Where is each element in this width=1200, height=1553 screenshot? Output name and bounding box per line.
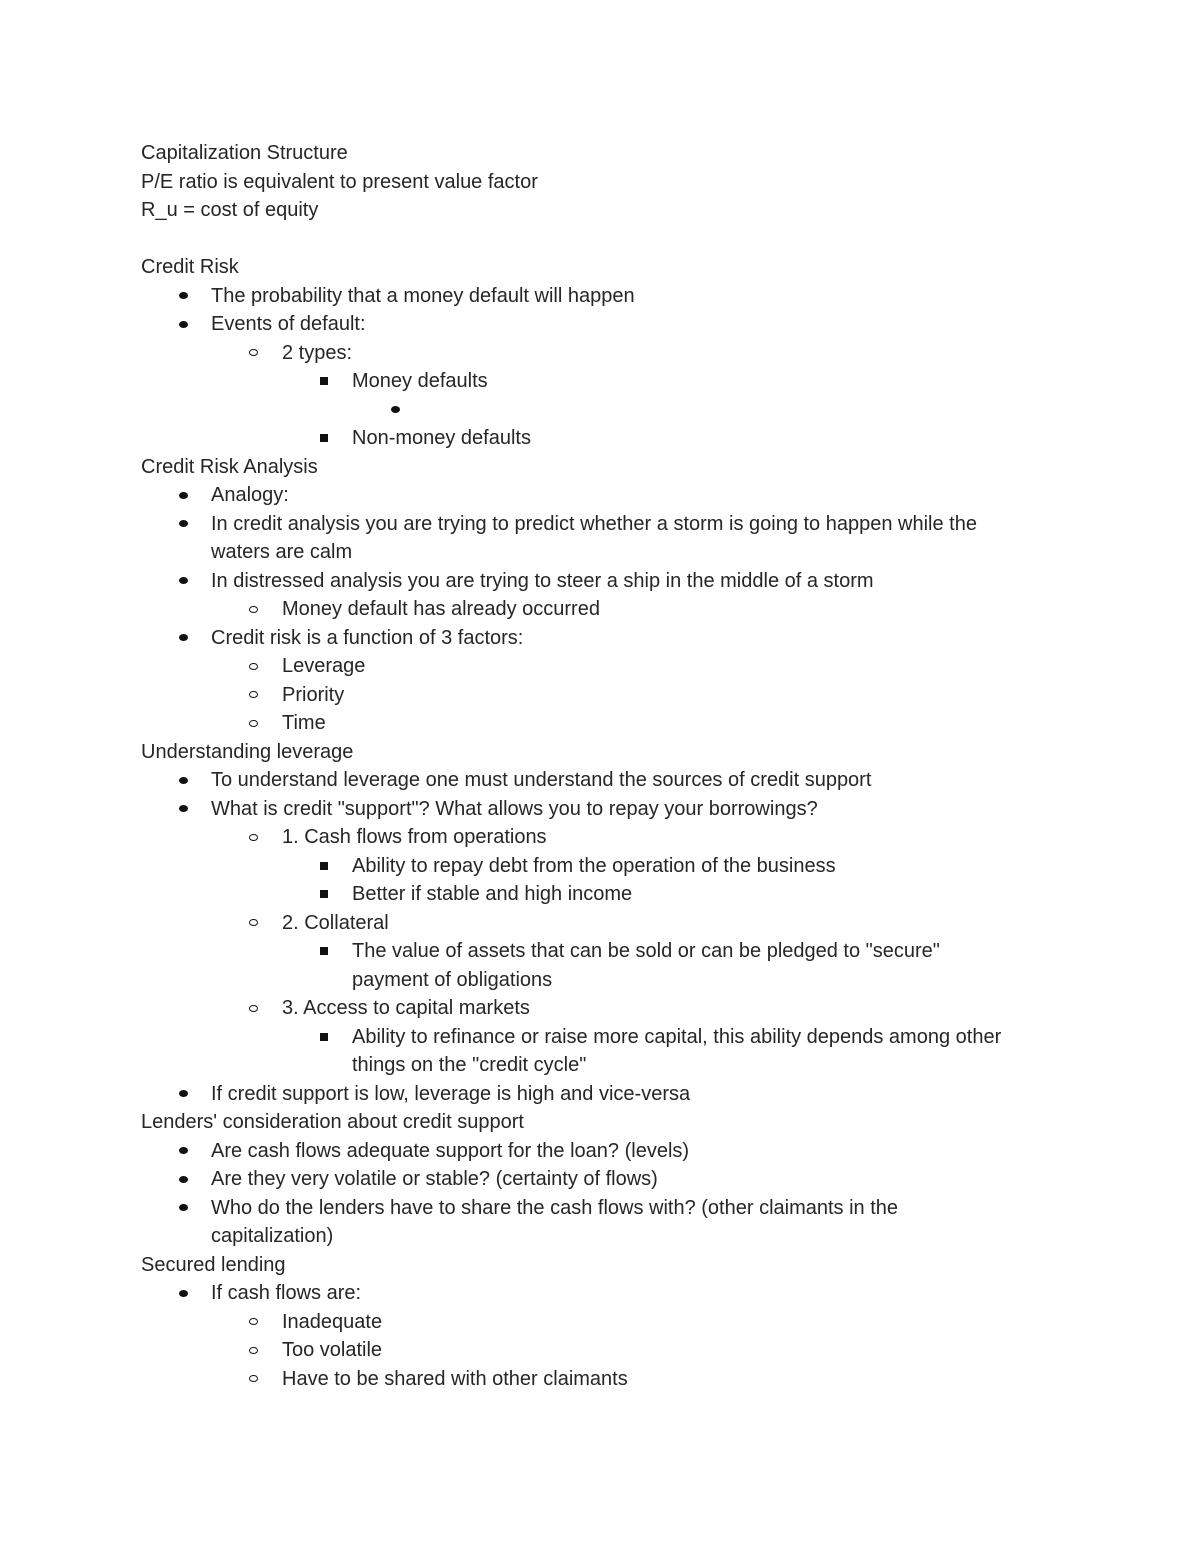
bullet-square-icon — [317, 880, 331, 909]
list-item: In distressed analysis you are trying to steer a ship in the middle of a storm — [141, 567, 1071, 596]
bullet-circle-icon — [246, 681, 260, 710]
section-heading-understanding-leverage: Understanding leverage — [141, 740, 354, 763]
bullet-square-icon — [317, 424, 331, 453]
list-item: The probability that a money default will happen — [141, 282, 1071, 311]
list-item: Inadequate — [141, 1308, 1071, 1337]
list-item: Events of default: — [141, 310, 1071, 339]
bullet-circle-icon — [246, 709, 260, 738]
bullet-disc-icon — [176, 510, 190, 539]
bullet-circle-icon — [246, 595, 260, 624]
list-item: 1. Cash flows from operations — [141, 823, 1071, 852]
list-item-empty — [141, 396, 1071, 425]
bullet-disc-icon — [176, 795, 190, 824]
list-item: If credit support is low, leverage is high and vice-versa — [141, 1080, 1071, 1109]
list-item: What is credit "support"? What allows you to repay your borrowings? — [141, 795, 1071, 824]
list-item: Credit risk is a function of 3 factors: — [141, 624, 1071, 653]
bullet-circle-icon — [246, 1336, 260, 1365]
bullet-disc-icon — [176, 567, 190, 596]
bullet-disc-icon — [176, 1080, 190, 1109]
list-item: Time — [141, 709, 1071, 738]
list-item: Are they very volatile or stable? (certainty of flows) — [141, 1165, 1071, 1194]
section-heading-lenders-consideration: Lenders' consideration about credit support — [141, 1111, 524, 1133]
list-item: Money default has already occurred — [141, 595, 1071, 624]
bullet-disc-icon — [176, 310, 190, 339]
section-heading-credit-risk: Credit Risk — [141, 256, 239, 278]
bullet-circle-icon — [246, 339, 260, 368]
list-item: In credit analysis you are trying to predict whether a storm is going to happen while the waters are calm — [141, 510, 1071, 567]
bullet-circle-icon — [246, 1308, 260, 1337]
bullet-disc-icon — [176, 1279, 190, 1308]
list-item: Have to be shared with other claimants — [141, 1365, 1071, 1394]
spacer — [141, 225, 1071, 254]
list-item: 2 types: — [141, 339, 1071, 368]
list-item: Ability to refinance or raise more capital, this ability depends among other things on the "credit cycle" — [141, 1023, 1071, 1080]
list-item: Money defaults — [141, 367, 1071, 396]
cost-of-equity-note: R_u = cost of equity — [141, 199, 319, 221]
bullet-circle-icon — [246, 1365, 260, 1394]
bullet-disc-icon — [176, 1137, 190, 1166]
list-item: Who do the lenders have to share the cash flows with? (other claimants in the capitalization) — [141, 1194, 1071, 1251]
list-item: Ability to repay debt from the operation of the business — [141, 852, 1071, 881]
bullet-disc-icon — [176, 282, 190, 311]
section-heading-secured-lending: Secured lending — [141, 1253, 286, 1276]
list-item: Too volatile — [141, 1336, 1071, 1365]
bullet-square-icon — [317, 367, 331, 396]
list-item: Better if stable and high income — [141, 880, 1071, 909]
bullet-disc-icon — [388, 396, 402, 425]
list-item: If cash flows are: — [141, 1279, 1071, 1308]
bullet-circle-icon — [246, 994, 260, 1023]
bullet-circle-icon — [246, 909, 260, 938]
bullet-circle-icon — [246, 652, 260, 681]
bullet-circle-icon — [246, 823, 260, 852]
list-item: 2. Collateral — [141, 909, 1071, 938]
bullet-disc-icon — [176, 624, 190, 653]
list-item: Analogy: — [141, 481, 1071, 510]
list-item: Non-money defaults — [141, 424, 1071, 453]
bullet-square-icon — [317, 852, 331, 881]
list-item: Leverage — [141, 652, 1071, 681]
bullet-disc-icon — [176, 1165, 190, 1194]
list-item: The value of assets that can be sold or can be pledged to "secure" payment of obligations — [141, 937, 1071, 994]
document-title: Capitalization Structure — [141, 142, 348, 164]
list-item: 3. Access to capital markets — [141, 994, 1071, 1023]
bullet-disc-icon — [176, 481, 190, 510]
document-page — [141, 139, 1071, 1393]
bullet-disc-icon — [176, 1194, 190, 1223]
section-heading-credit-risk-analysis: Credit Risk Analysis — [141, 455, 318, 478]
list-item: Priority — [141, 681, 1071, 710]
bullet-square-icon — [317, 1023, 331, 1052]
bullet-square-icon — [317, 937, 331, 966]
bullet-disc-icon — [176, 766, 190, 795]
list-item: Are cash flows adequate support for the loan? (levels) — [141, 1137, 1071, 1166]
pe-ratio-note: P/E ratio is equivalent to present value factor — [141, 170, 538, 193]
list-item: To understand leverage one must understand the sources of credit support — [141, 766, 1071, 795]
